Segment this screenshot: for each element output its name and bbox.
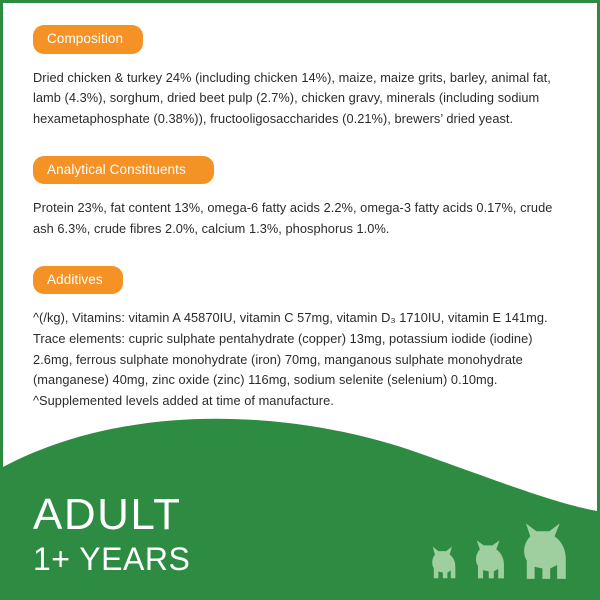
lifestage-block xyxy=(33,490,191,577)
additives-trace-elements-text: Trace elements: cupric sulphate pentahydrate (copper) 13mg, potassium iodide (iodine) 2.6mg, ferrous sulphate monohydrate (iron) 70mg, manganous sulphate monohydrate (manganese) 40mg, zinc oxide (zinc) 116mg, sodium selenite (selenium) 0.10mg. xyxy=(33,330,533,388)
dog-large-icon xyxy=(519,521,571,583)
analytical-constituents-text: Protein 23%, fat content 13%, omega-6 fatty acids 2.2%, omega-3 fatty acids 0.17%, crude ash 6.3%, crude fibres 2.0%, calcium 1.3%, phosphorus 1.0%. xyxy=(33,200,553,236)
composition-badge: Composition xyxy=(33,25,143,54)
additives-vitamins-text: ^(/kg), Vitamins: vitamin A 45870IU, vitamin C 57mg, vitamin D₃ 1710IU, vitamin E 141mg. xyxy=(33,310,548,326)
lifestage-subline: 1+ YEARS xyxy=(33,541,191,577)
label-content xyxy=(3,3,597,412)
analytical-constituents-badge: Analytical Constituents xyxy=(33,156,214,185)
dog-size-icons xyxy=(427,521,571,583)
section-composition xyxy=(33,25,567,130)
section-additives xyxy=(33,266,567,412)
section-analytical-constituents xyxy=(33,156,567,240)
additives-footnote-text: ^Supplemented levels added at time of manufacture. xyxy=(33,392,334,408)
dog-small-icon xyxy=(427,543,461,583)
composition-text: Dried chicken & turkey 24% (including chicken 14%), maize, maize grits, barley, animal fat, lamb (4.3%), sorghum, dried beet pulp (2.7%), chicken gravy, minerals (including sodium hexametaphosphate (0.38%)), fructooligosaccharides (0.21%), brewers’ dried yeast. xyxy=(33,69,551,126)
lifestage-headline: ADULT xyxy=(33,490,182,539)
dog-medium-icon xyxy=(471,537,509,583)
additives-badge: Additives xyxy=(33,266,123,295)
